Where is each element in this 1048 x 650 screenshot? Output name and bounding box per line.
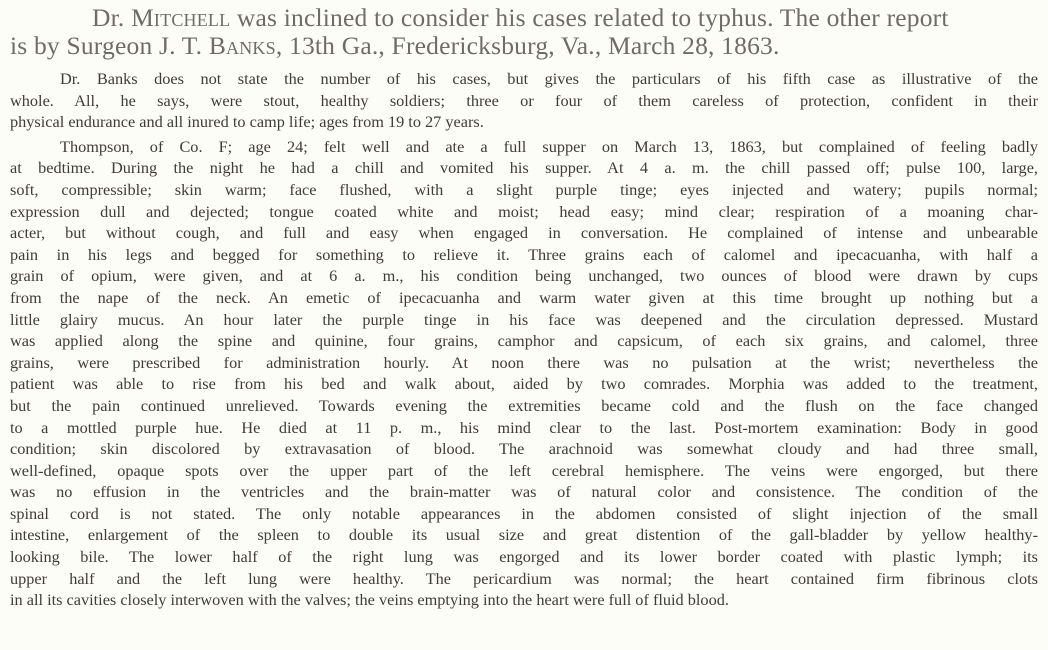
- intro-line-1-rest: was inclined to consider his cases related to typhus. The other report: [230, 3, 949, 32]
- text-line: pain in his legs and begged for something to relieve it. Three grains each of calomel and ipecacuanha, with half a: [10, 244, 1038, 264]
- text-line: grain of opium, were given, and at 6 a. m., his condition being unchanged, two ounces of blood were drawn by cups: [10, 266, 1038, 286]
- text-line: was applied along the spine and quinine, four grains, camphor and capsicum, of each six grains, and calomel, three: [10, 331, 1038, 351]
- text-line: intestine, enlargement of the spleen to double its usual size and great distention of the gall-bladder by yellow healthy-: [10, 525, 1038, 545]
- intro-line-2: [10, 32, 1038, 60]
- text-line: Dr. Banks does not state the number of his cases, but gives the particulars of his fifth case as illustrative of the: [60, 69, 1038, 88]
- text-line: looking bile. The lower half of the right lung was engorged and its lower border coated with plastic lymph; its: [10, 547, 1038, 567]
- text-line: physical endurance and all inured to camp life; ages from 19 to 27 years.: [10, 112, 484, 132]
- text-line: whole. All, he says, were stout, healthy soldiers; three or four of them careless of protection, confident in their: [10, 90, 1038, 110]
- intro-line-1-prefix: Dr.: [92, 3, 132, 32]
- text-line: acter, but without cough, and full and easy when engaged in conversation. He complained of intense and unbearable: [10, 223, 1038, 243]
- text-line: condition; skin discolored by extravasation of blood. The arachnoid was somewhat cloudy and had three small,: [10, 439, 1038, 459]
- paragraph-thompson-case: [10, 136, 1038, 611]
- text-line: little glairy mucus. An hour later the purple tinge in his face was deepened and the circulation depressed. Mustard: [10, 309, 1038, 329]
- text-line: but the pain continued unrelieved. Towards evening the extremities became cold and the flush on the face changed: [10, 395, 1038, 415]
- text-line: upper half and the left lung were healthy. The pericardium was normal; the heart contained firm fibrinous clots: [10, 568, 1038, 588]
- paragraph-banks-summary: [10, 68, 1038, 133]
- text-line: patient was able to rise from his bed and walk about, aided by two comrades. Morphia was added to the treatment,: [10, 374, 1038, 394]
- author-name-mitchell: Mitchell: [131, 3, 231, 32]
- text-line: spinal cord is not stated. The only notable appearances in the abdomen consisted of slight injection of the small: [10, 503, 1038, 523]
- text-line: soft, compressible; skin warm; face flushed, with a slight purple tinge; eyes injected and watery; pupils normal;: [10, 179, 1038, 199]
- author-name-banks: Banks: [208, 31, 276, 60]
- text-line: to a mottled purple hue. He died at 11 p. m., his mind clear to the last. Post-mortem examination: Body in good: [10, 417, 1038, 437]
- intro-line-2-prefix: is by Surgeon J. T.: [10, 31, 209, 60]
- text-line: Thompson, of Co. F; age 24; felt well and ate a full supper on March 13, 1863, but complained of feeling badly: [60, 136, 1038, 156]
- text-line: was no effusion in the ventricles and the brain-matter was of natural color and consistence. The condition of the: [10, 482, 1038, 502]
- text-line: from the nape of the neck. An emetic of ipecacuanha and warm water given at this time brought up nothing but a: [10, 287, 1038, 307]
- text-line: expression dull and dejected; tongue coated white and moist; head easy; mind clear; respiration of a moaning char-: [10, 201, 1038, 221]
- text-line: at bedtime. During the night he had a chill and vomited his supper. At 4 a. m. the chill passed off; pulse 100, large,: [10, 158, 1038, 178]
- intro-line-2-rest: , 13th Ga., Fredericksburg, Va., March 28, 1863.: [275, 31, 780, 60]
- text-line: grains, were prescribed for administration hourly. At noon there was no pulsation at the wrist; nevertheless the: [10, 352, 1038, 372]
- intro-paragraph: [10, 4, 1038, 60]
- text-line: well-defined, opaque spots over the upper part of the left cerebral hemisphere. The veins were engorged, but there: [10, 460, 1038, 480]
- intro-line-1: [10, 4, 1038, 32]
- text-line: in all its cavities closely interwoven with the valves; the veins emptying into the heart were full of fluid blood.: [10, 590, 729, 610]
